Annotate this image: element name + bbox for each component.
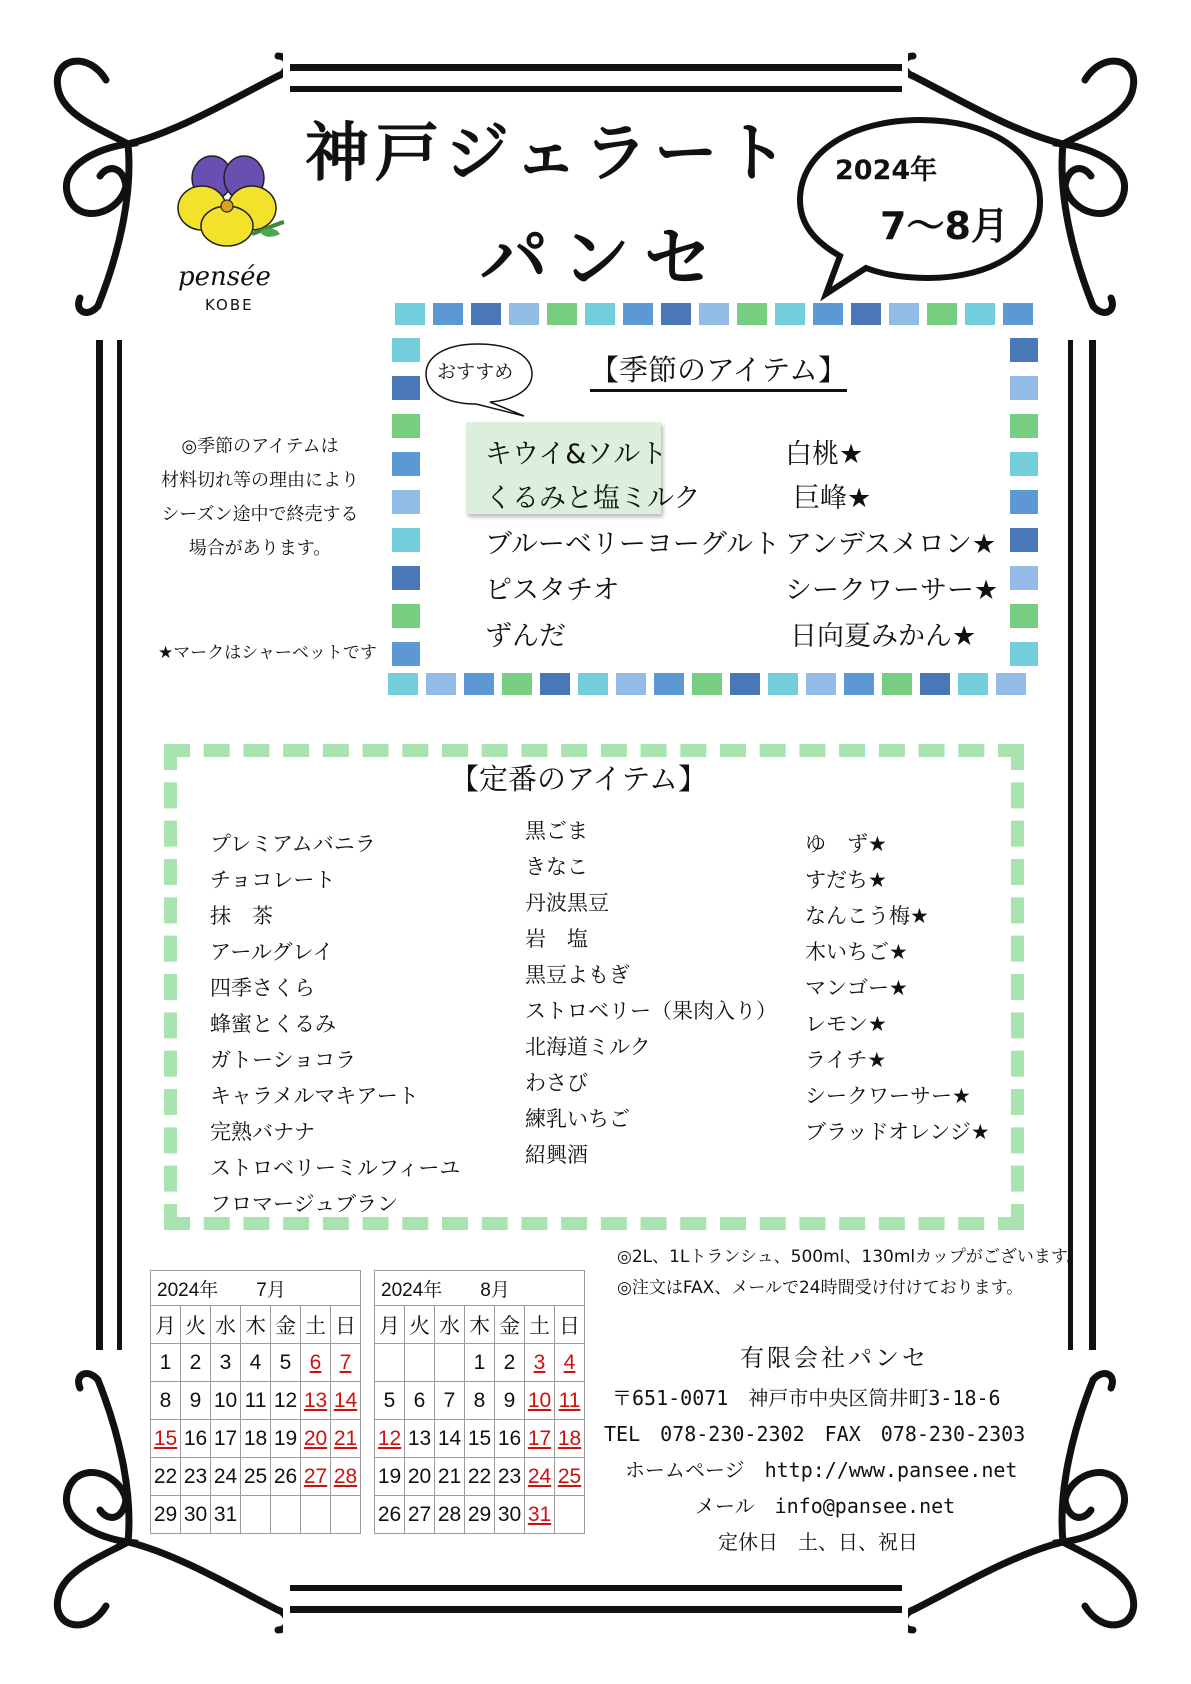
tile — [927, 303, 957, 325]
calendar-day: 5 — [271, 1344, 301, 1382]
calendar-weekday: 月 — [375, 1306, 405, 1344]
calendar-day: 21 — [435, 1458, 465, 1496]
tile — [392, 566, 420, 590]
calendar-day: 20 — [301, 1420, 331, 1458]
seasonal-note — [140, 430, 380, 566]
standard-item: 完熟バナナ — [210, 1120, 315, 1144]
seasonal-item: ピスタチオ — [485, 575, 620, 606]
standard-item: ストロベリー（果肉入り） — [525, 999, 777, 1023]
standard-item: ブラッドオレンジ★ — [805, 1120, 990, 1144]
standard-item: 岩 塩 — [525, 927, 588, 951]
calendar-day: 20 — [405, 1458, 435, 1496]
tile — [699, 303, 729, 325]
recommend-label: おすすめ — [437, 361, 514, 383]
calendar-day: 4 — [555, 1344, 585, 1382]
calendar-day — [301, 1496, 331, 1534]
tile — [806, 673, 836, 695]
calendar-weekday: 日 — [555, 1306, 585, 1344]
calendar-weekday: 金 — [495, 1306, 525, 1344]
company-name: 有限会社パンセ — [740, 1344, 929, 1372]
calendar-day: 21 — [331, 1420, 361, 1458]
tile — [471, 303, 501, 325]
standard-item: ストロベリーミルフィーユ — [210, 1156, 461, 1180]
tile — [1010, 528, 1038, 552]
tile — [768, 673, 798, 695]
standard-item: 四季さくら — [210, 976, 315, 1000]
standard-item: 木いちご★ — [805, 940, 908, 964]
standard-item: 黒豆よもぎ — [525, 963, 630, 987]
seasonal-item: 日向夏みかん★ — [790, 621, 977, 652]
calendar-day: 13 — [301, 1382, 331, 1420]
standard-item: わさび — [525, 1071, 588, 1095]
calendar-weekday: 土 — [525, 1306, 555, 1344]
calendar-day: 10 — [211, 1382, 241, 1420]
standard-item: マンゴー★ — [805, 976, 908, 1000]
tile — [392, 414, 420, 438]
tile — [464, 673, 494, 695]
calendar-day: 16 — [495, 1420, 525, 1458]
seasonal-item: アンデスメロン★ — [785, 529, 997, 560]
tile — [730, 673, 760, 695]
tile — [965, 303, 995, 325]
standard-title: 【定番のアイテム】 — [450, 762, 707, 796]
standard-item: きなこ — [525, 855, 588, 879]
calendar-day — [271, 1496, 301, 1534]
tile — [392, 642, 420, 666]
calendar-day: 22 — [151, 1458, 181, 1496]
calendar-day: 11 — [555, 1382, 585, 1420]
calendar-day: 14 — [435, 1420, 465, 1458]
address: 〒651-0071 神戸市中央区筒井町3-18-6 — [612, 1386, 1001, 1410]
standard-item: ゆ ず★ — [805, 832, 887, 856]
tile — [388, 673, 418, 695]
calendar-day: 28 — [331, 1458, 361, 1496]
calendar-day: 30 — [181, 1496, 211, 1534]
tile — [509, 303, 539, 325]
calendar-day: 28 — [435, 1496, 465, 1534]
calendar-day: 31 — [211, 1496, 241, 1534]
tile — [578, 673, 608, 695]
standard-item: 蜂蜜とくるみ — [210, 1012, 336, 1036]
standard-item: すだち★ — [805, 868, 887, 892]
page-title-shop-name: パンセ — [480, 220, 727, 299]
calendar-day: 2 — [181, 1344, 211, 1382]
page-title: 神戸ジェラート — [305, 117, 794, 191]
standard-column-3 — [805, 826, 990, 1150]
calendar-weekday: 金 — [271, 1306, 301, 1344]
tile — [392, 452, 420, 476]
calendar-day: 25 — [555, 1458, 585, 1496]
tile — [920, 673, 950, 695]
calendar-day: 23 — [495, 1458, 525, 1496]
calendar-weekday: 月 — [151, 1306, 181, 1344]
calendar-day: 22 — [465, 1458, 495, 1496]
calendar-day: 12 — [375, 1420, 405, 1458]
standard-item: レモン★ — [805, 1012, 887, 1036]
calendar-weekday: 日 — [331, 1306, 361, 1344]
seasonal-item: 白桃★ — [785, 439, 864, 470]
bubble-month: 7〜8月 — [880, 204, 1009, 248]
calendar-day: 14 — [331, 1382, 361, 1420]
standard-column-1 — [210, 826, 460, 1222]
tile — [1010, 566, 1038, 590]
calendar-weekday: 土 — [301, 1306, 331, 1344]
calendar-day: 25 — [241, 1458, 271, 1496]
tile — [426, 673, 456, 695]
seasonal-item: くるみと塩ミルク — [485, 483, 701, 514]
tile — [392, 490, 420, 514]
standard-item: 黒ごま — [525, 819, 588, 843]
tile — [392, 528, 420, 552]
calendar-day: 27 — [301, 1458, 331, 1496]
calendar-day: 19 — [271, 1420, 301, 1458]
calendar-day: 29 — [151, 1496, 181, 1534]
order-notes — [617, 1242, 1084, 1304]
calendar-day: 17 — [525, 1420, 555, 1458]
bubble-year: 2024年 — [835, 155, 938, 186]
tile — [882, 673, 912, 695]
seasonal-item: ずんだ — [485, 621, 566, 652]
standard-item: チョコレート — [210, 868, 336, 892]
tile — [392, 604, 420, 628]
calendar-header: 2024年 7月 — [151, 1271, 361, 1306]
calendar-day: 31 — [525, 1496, 555, 1534]
tile — [654, 673, 684, 695]
calendar-day: 24 — [211, 1458, 241, 1496]
standard-item: なんこう梅★ — [805, 904, 929, 928]
calendar-weekday: 火 — [181, 1306, 211, 1344]
tile — [1010, 642, 1038, 666]
calendar-day: 6 — [405, 1382, 435, 1420]
tile — [1010, 452, 1038, 476]
tile — [502, 673, 532, 695]
standard-item: 抹 茶 — [210, 904, 273, 928]
phone-fax: TEL 078-230-2302 FAX 078-230-2303 — [604, 1422, 1026, 1446]
standard-item: フロマージュブラン — [210, 1192, 399, 1216]
calendar-day — [375, 1344, 405, 1382]
standard-item: 紹興酒 — [525, 1143, 588, 1167]
standard-item: キャラメルマキアート — [210, 1084, 419, 1108]
calendar-day: 18 — [555, 1420, 585, 1458]
calendar-day: 3 — [211, 1344, 241, 1382]
calendar-day: 29 — [465, 1496, 495, 1534]
standard-column-2 — [525, 813, 777, 1173]
standard-item: プレミアムバニラ — [210, 832, 376, 856]
calendar-weekday: 木 — [465, 1306, 495, 1344]
calendar-weekday: 水 — [435, 1306, 465, 1344]
calendar-day: 26 — [271, 1458, 301, 1496]
tile — [996, 673, 1026, 695]
closed-days: 定休日 土、日、祝日 — [718, 1530, 918, 1554]
tile — [958, 673, 988, 695]
calendar-day: 3 — [525, 1344, 555, 1382]
calendar-day: 1 — [151, 1344, 181, 1382]
tile — [1010, 604, 1038, 628]
standard-item: アールグレイ — [210, 940, 334, 964]
calendar-day: 24 — [525, 1458, 555, 1496]
tile — [1010, 414, 1038, 438]
tile — [623, 303, 653, 325]
standard-item: シークワーサー★ — [805, 1084, 971, 1108]
seasonal-note-line: シーズン途中で終売する — [161, 504, 359, 525]
calendar-july — [150, 1270, 361, 1534]
calendar-day: 27 — [405, 1496, 435, 1534]
standard-item: ライチ★ — [805, 1048, 887, 1072]
calendar-day: 5 — [375, 1382, 405, 1420]
calendar-day: 6 — [301, 1344, 331, 1382]
tile — [692, 673, 722, 695]
seasonal-note-line: ◎季節のアイテムは — [181, 436, 339, 457]
standard-item: 丹波黒豆 — [525, 891, 609, 915]
calendar-day: 19 — [375, 1458, 405, 1496]
seasonal-note-line: 場合があります。 — [188, 538, 332, 559]
calendar-day: 8 — [465, 1382, 495, 1420]
tile — [1010, 490, 1038, 514]
calendar-august — [374, 1270, 585, 1534]
order-note-line: ◎2L、1Lトランシュ、500ml、130mlカップがございます。 — [617, 1247, 1084, 1267]
calendar-weekday: 木 — [241, 1306, 271, 1344]
seasonal-title — [590, 348, 847, 389]
calendar-day: 11 — [241, 1382, 271, 1420]
calendar-day: 15 — [151, 1420, 181, 1458]
calendar-day: 26 — [375, 1496, 405, 1534]
email-link[interactable]: メール info@pansee.net — [695, 1494, 956, 1518]
calendar-day: 23 — [181, 1458, 211, 1496]
tile — [851, 303, 881, 325]
tile — [392, 338, 420, 362]
tile — [889, 303, 919, 325]
tile — [661, 303, 691, 325]
calendar-day: 7 — [331, 1344, 361, 1382]
calendar-day: 9 — [495, 1382, 525, 1420]
seasonal-item: キウイ&ソルト — [485, 439, 668, 470]
seasonal-title-text: 【季節のアイテム】 — [590, 353, 847, 392]
tile — [547, 303, 577, 325]
tile — [392, 376, 420, 400]
tile — [737, 303, 767, 325]
calendar-day — [241, 1496, 271, 1534]
tile — [540, 673, 570, 695]
standard-item: ガトーショコラ — [210, 1048, 357, 1072]
calendar-weekday: 火 — [405, 1306, 435, 1344]
calendar-day: 8 — [151, 1382, 181, 1420]
tile — [1010, 376, 1038, 400]
tile — [395, 303, 425, 325]
standard-item: 練乳いちご — [525, 1107, 630, 1131]
calendar-day — [331, 1496, 361, 1534]
calendar-weekday: 水 — [211, 1306, 241, 1344]
tile — [844, 673, 874, 695]
tile — [775, 303, 805, 325]
standard-item: 北海道ミルク — [525, 1035, 651, 1059]
homepage-link[interactable]: ホームページ http://www.pansee.net — [625, 1458, 1018, 1482]
tile — [433, 303, 463, 325]
calendar-day: 9 — [181, 1382, 211, 1420]
seasonal-item: 巨峰★ — [793, 483, 872, 514]
seasonal-item: シークワーサー★ — [785, 575, 999, 606]
calendar-day: 13 — [405, 1420, 435, 1458]
calendar-day: 15 — [465, 1420, 495, 1458]
star-mark-note: ★マークはシャーベットです — [158, 643, 377, 663]
calendar-day — [435, 1344, 465, 1382]
calendar-day: 12 — [271, 1382, 301, 1420]
calendar-header: 2024年 8月 — [375, 1271, 585, 1306]
tile — [813, 303, 843, 325]
calendar-day: 10 — [525, 1382, 555, 1420]
tile — [616, 673, 646, 695]
calendar-day — [405, 1344, 435, 1382]
calendar-day: 17 — [211, 1420, 241, 1458]
logo-text: pensée — [178, 262, 271, 292]
tile — [1003, 303, 1033, 325]
calendar-day: 4 — [241, 1344, 271, 1382]
logo-subtext: KOBE — [205, 296, 254, 314]
tile — [1010, 338, 1038, 362]
calendar-day: 30 — [495, 1496, 525, 1534]
calendar-day: 2 — [495, 1344, 525, 1382]
seasonal-item: ブルーベリーヨーグルト — [485, 529, 781, 560]
seasonal-note-line: 材料切れ等の理由により — [161, 470, 359, 491]
calendar-day: 18 — [241, 1420, 271, 1458]
calendar-day: 1 — [465, 1344, 495, 1382]
calendar-day: 16 — [181, 1420, 211, 1458]
calendar-day — [555, 1496, 585, 1534]
tile — [585, 303, 615, 325]
order-note-line: ◎注文はFAX、メールで24時間受け付けております。 — [617, 1278, 1024, 1298]
calendar-day: 7 — [435, 1382, 465, 1420]
